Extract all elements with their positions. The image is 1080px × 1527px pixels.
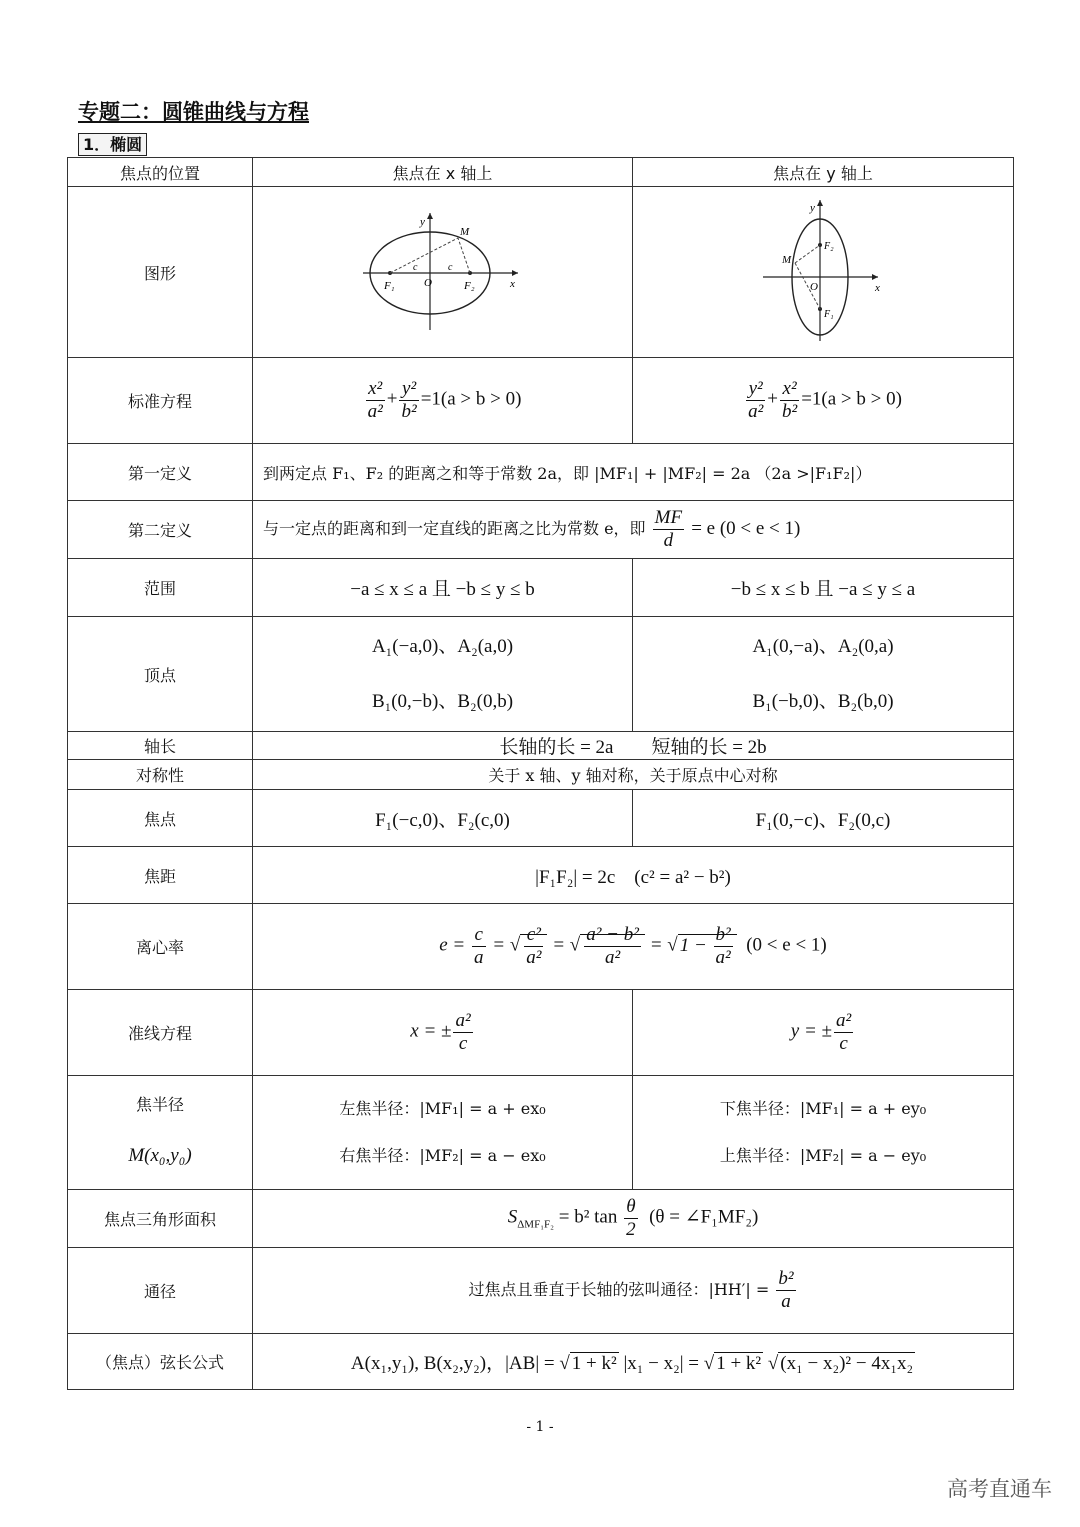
svg-text:y: y [419,216,425,228]
ecc-formula: e = $\frac{c}{a}$ = √ $\frac{\text{c²}}{\text{a²}}$ = √ $\frac{\text{a² − b²}}{\text{a²}}$ = √ 1 − $\frac{\text{b²}}{\text{a²}}$ (0 < e < 1) [253,904,1014,990]
standard-cond-y: =1(a > b > 0) [801,388,902,410]
def2-fraction: $\frac{MF}{d}$ [654,507,683,551]
svg-text:O: O [810,281,818,293]
range-y: −b ≤ x ≤ b 且 −a ≤ y ≤ a [633,559,1014,617]
row-label-focus: 焦点 [68,790,253,847]
ellipse-y-graph [758,195,888,345]
svg-text:F₂: F₂ [824,241,834,252]
table-row [68,790,1014,847]
radius-x [253,1076,633,1190]
def2-cell [253,501,1014,559]
table-row [68,760,1014,790]
vertex-y-b: B₁(−b,0)、B₂(b,0) [752,691,894,712]
table-row [68,904,1014,990]
table-row [68,847,1014,904]
row-label-axis: 轴长 [68,732,253,760]
focus-y: F₁(0,−c)、F₂(0,c) [633,790,1014,847]
table-row [68,1190,1014,1248]
row-label-latus: 通径 [68,1248,253,1334]
row-label-directrix: 准线方程 [68,990,253,1076]
def1-text: 到两定点 F₁、F₂ 的距离之和等于常数 2a，即 |MF₁| + |MF₂| = 2a （2a >|F₁F₂|） [253,444,1014,501]
svg-text:M: M [782,254,792,266]
header-label: 焦点的位置 [68,158,253,187]
symmetry-text: 关于 x 轴、y 轴对称，关于原点中心对称 [253,760,1014,790]
vertex-y [633,617,1014,732]
radius-y [633,1076,1014,1190]
table-row [68,617,1014,732]
page-title: 专题二：圆锥曲线与方程 [78,100,309,124]
vertex-y-a: A₁(0,−a)、A₂(0,a) [752,635,894,657]
svg-text:c: c [447,262,452,273]
row-label-vertex: 顶点 [68,617,253,732]
svg-text:F₁: F₁ [383,280,395,292]
row-label-symmetry: 对称性 [68,760,253,790]
table-row [68,1076,1014,1190]
focus-x: F₁(−c,0)、F₂(c,0) [253,790,633,847]
row-label-range: 范围 [68,559,253,617]
svg-text:x: x [875,282,880,294]
svg-text:x: x [509,278,515,290]
radius-left: 左焦半径：|MF₁| = a + ex₀ [339,1099,546,1119]
table-row [68,559,1014,617]
row-label-def2: 第二定义 [68,501,253,559]
row-label-figure: 图形 [68,187,253,358]
table-row [68,990,1014,1076]
table-row [68,358,1014,444]
table-row [68,501,1014,559]
directrix-y: y = ± $\frac{\text{a²}}{c}$ [633,990,1014,1076]
row-label-radius: 焦半径 M(x₀,y₀) [68,1076,253,1190]
table-row [68,1334,1014,1390]
focal-dist-text: |F₁F₂| = 2c (c² = a² − b²) [253,847,1014,904]
svg-text:O: O [423,277,432,289]
row-label-focal-dist: 焦距 [68,847,253,904]
svg-text:M: M [459,226,469,238]
svg-text:F₁: F₁ [824,309,834,320]
standard-eq-y: $\frac{\text{y²}}{\text{a²}}$ + $\frac{\text{x²}}{\text{b²}}$ =1(a > b > 0) [633,358,1014,444]
table-row [68,1248,1014,1334]
def2-text: 与一定点的距离和到一定直线的距离之比为常数 e，即 [263,519,646,538]
vertex-x [253,617,633,732]
svg-text:y: y [810,202,815,214]
table-row [68,732,1014,760]
vertex-x-a: A₁(−a,0)、A₂(a,0) [371,635,514,657]
figure-x-ellipse [253,187,633,358]
svg-text:F₂: F₂ [463,280,475,292]
chord-formula: A(x₁,y₁), B(x₂,y₂)，|AB| = √ 1 + k² |x₁ − x₂| = √ 1 + k² √ (x₁ − x₂)² − 4x₁x₂ [253,1334,1014,1390]
radius-upper: 上焦半径：|MF₂| = a − ey₀ [719,1145,927,1165]
table-row [68,444,1014,501]
def2-condition: = e (0 < e < 1) [691,518,801,539]
range-x: −a ≤ x ≤ a 且 −b ≤ y ≤ b [253,559,633,617]
row-label-ecc: 离心率 [68,904,253,990]
row-label-def1: 第一定义 [68,444,253,501]
header-x-axis: 焦点在 x 轴上 [253,158,633,187]
row-label-chord: （焦点）弦长公式 [68,1334,253,1390]
figure-y-ellipse [633,187,1014,358]
vertex-x-b: B₁(0,−b)、B₂(0,b) [371,691,514,712]
section-heading: 1．椭圆 [78,133,147,156]
radius-lower: 下焦半径：|MF₁| = a + ey₀ [719,1099,927,1119]
table-row [68,187,1014,358]
header-y-axis: 焦点在 y 轴上 [633,158,1014,187]
directrix-x: x = ± $\frac{\text{a²}}{c}$ [253,990,633,1076]
row-label-standard: 标准方程 [68,358,253,444]
watermark: 高考直通车 [947,1477,1052,1501]
standard-eq-x: $\frac{\text{x²}}{\text{a²}}$ + $\frac{\text{y²}}{\text{b²}}$ =1(a > b > 0) [253,358,633,444]
row-label-area: 焦点三角形面积 [68,1190,253,1248]
axis-text: 长轴的长 = 2a 短轴的长 = 2b [253,732,1014,760]
page-number: - 1 - [526,1419,554,1435]
table-header-row [68,158,1014,187]
ecc-range: (0 < e < 1) [746,934,827,956]
ellipse-x-graph [358,205,528,335]
svg-text:c: c [412,262,417,273]
radius-right: 右焦半径：|MF₂| = a − ex₀ [339,1145,546,1165]
standard-cond-x: =1(a > b > 0) [420,388,522,410]
area-formula: $S_{\Delta MF_1F_2} = b^2$ tan $\frac{\theta}{2}$ (θ = ∠F₁MF₂) [253,1190,1014,1248]
latus-formula: 过焦点且垂直于长轴的弦叫通径：|HH′| = $\frac{\text{b²}}{a}$ [253,1248,1014,1334]
radius-point: M(x₀,y₀) [128,1145,192,1167]
ellipse-table [67,157,1014,1390]
